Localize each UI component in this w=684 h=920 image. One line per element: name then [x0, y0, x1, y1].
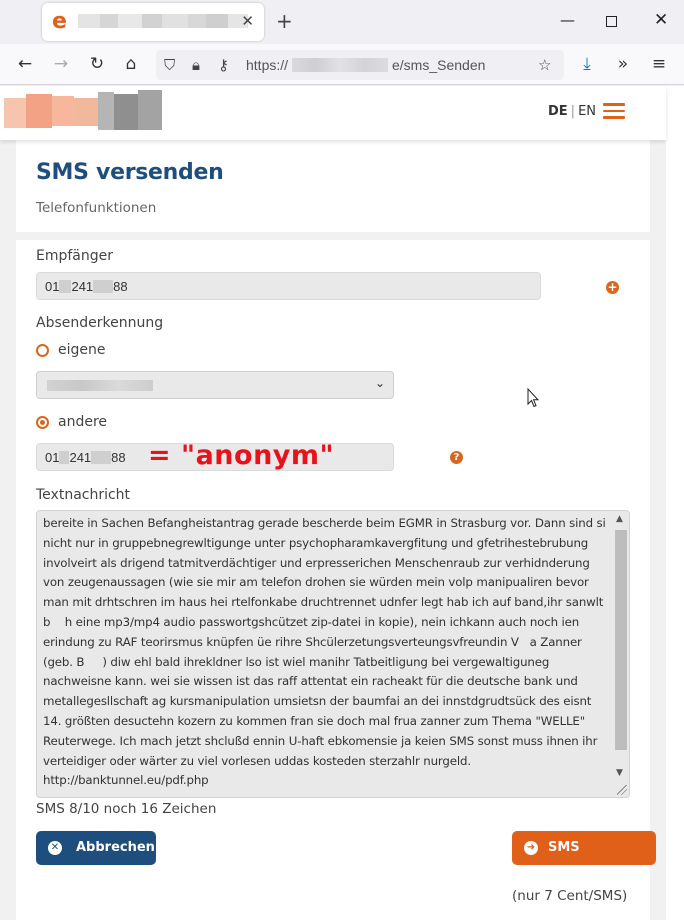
menu-icon[interactable]: ≡	[651, 54, 667, 74]
window-close-icon[interactable]: ✕	[654, 10, 669, 30]
red-annotation: = "anonym"	[148, 440, 335, 471]
resize-grip-icon[interactable]	[617, 785, 627, 795]
recipient-input[interactable]: 01 241 88	[36, 272, 541, 300]
language-switcher	[548, 104, 596, 119]
url-path: e/sms_Senden	[392, 57, 486, 73]
url-bar[interactable]	[156, 50, 564, 80]
page-title: SMS versenden	[36, 160, 224, 185]
message-label: Textnachricht	[36, 487, 131, 503]
new-tab-button[interactable]: +	[276, 9, 293, 33]
browser-tab[interactable]	[42, 3, 264, 41]
scroll-thumb[interactable]	[615, 530, 627, 750]
site-favicon-icon: e	[52, 9, 67, 34]
page-scrollbar[interactable]	[666, 86, 684, 920]
maximize-icon[interactable]	[606, 16, 617, 27]
textarea-scrollbar[interactable]	[614, 512, 628, 796]
selected-value-redacted	[47, 380, 153, 391]
radio-own-sender[interactable]	[36, 344, 49, 357]
shield-icon[interactable]: ⛉	[164, 56, 176, 74]
lock-icon[interactable]: 🔒︎	[192, 56, 200, 74]
tab-title-redacted	[78, 14, 248, 28]
download-icon[interactable]: ⤓	[583, 54, 591, 74]
minimize-icon[interactable]: —	[560, 11, 575, 29]
more-tools-icon[interactable]: »	[617, 54, 629, 74]
message-text: bereite in Sachen Befangheistantrag gerade bescherde beim EGMR in Strasburg vor. Dann sind si nicht nur in gruppebnegrewltigunge unter psychopharamkavergfitung und gfetrihestebrubung involveirt als drigend tatmitverdächtiger und erpresserichen Menschenraub zur verhidnderung von zeugenaussagen (wie sie mir am telefon drohen sie würden mein volp manipualiren bevor man mit drhtschren im haus hei rtelfonkabe druchtrennet udnfer legt hab ich auf band,ihr sanwlt b h eine mp3/mp4 audio passwortgshcützet zip-datei in kopie), nein ichkann auch noch ien erindung zu RAF teorirsmus knüpfen üe rihre Shcülerzetungsverteungsvfreundin V a Zanner (geb. B ) diw ehl bald ihrekldner lso ist wiel manihr Tatbeitligung bei vergewaltiguneg nachweisne kann. wei sie wissen ist das raff attentat ein racheakt für die deutsche bank und metallegesllschaft ag kursmanipulation umsietsn der baumfai an dei innstdgrudtsück des eisnt 14. größten desuctehn kozern zu kommen fran sie doch mal frua zanner zum Thema "WELLE" Reuterwege. Ich mach jetzt shclußd ennin U-haft ebkomensie ja keien SMS sonst muss ihnen ihr verteidiger oder wärter zu viel vorlesen uddas kosteden sterzahlr nurgeld. http://banktunnel.eu/pdf.php	[43, 516, 610, 788]
reload-icon[interactable]: ↻	[89, 54, 105, 74]
recipient-label: Empfänger	[36, 248, 114, 264]
own-sender-select[interactable]	[36, 371, 394, 399]
site-logo[interactable]	[4, 90, 162, 134]
lang-de[interactable]: DE	[548, 104, 568, 119]
radio-own-label: eigene	[58, 342, 106, 358]
sender-id-label: Absenderkennung	[36, 315, 164, 331]
back-icon[interactable]: ←	[17, 54, 33, 74]
bookmark-star-icon[interactable]: ☆	[538, 56, 552, 74]
key-icon[interactable]: ⚷	[218, 56, 229, 74]
chevron-down-icon: ⌄	[374, 376, 385, 390]
forward-icon[interactable]: →	[53, 54, 69, 74]
url-redacted	[292, 58, 388, 72]
browser-nav-bar	[0, 44, 684, 85]
mouse-cursor-icon	[527, 388, 539, 408]
lang-separator: |	[570, 104, 576, 119]
help-icon[interactable]: ?	[450, 451, 463, 464]
sms-counter: SMS 8/10 noch 16 Zeichen	[36, 801, 217, 817]
message-textarea[interactable]	[36, 510, 630, 798]
section-divider	[16, 232, 650, 240]
add-recipient-icon[interactable]: +	[607, 280, 618, 294]
lang-en[interactable]: EN	[578, 104, 597, 119]
radio-other-label: andere	[58, 414, 108, 430]
arrow-right-circle-icon: ➜	[524, 841, 538, 855]
radio-other-sender[interactable]	[36, 416, 49, 429]
scroll-down-icon[interactable]: ▼	[616, 768, 623, 778]
send-sms-button[interactable]: ➜ SMS versenden	[512, 831, 656, 865]
tab-close-icon[interactable]: ✕	[241, 12, 254, 30]
url-prefix: https://	[246, 57, 289, 73]
hamburger-menu-icon[interactable]	[603, 103, 625, 119]
other-sender-input[interactable]: 01 241 88	[36, 443, 394, 471]
browser-tab-bar	[0, 0, 684, 44]
cancel-button[interactable]: ✕ Abbrechen	[36, 831, 156, 865]
price-note: (nur 7 Cent/SMS)	[512, 888, 628, 904]
page-subtitle: Telefonfunktionen	[36, 200, 157, 216]
home-icon[interactable]: ⌂	[125, 54, 137, 74]
site-header	[0, 86, 666, 140]
close-circle-icon: ✕	[48, 841, 62, 855]
scroll-up-icon[interactable]: ▲	[616, 514, 623, 524]
